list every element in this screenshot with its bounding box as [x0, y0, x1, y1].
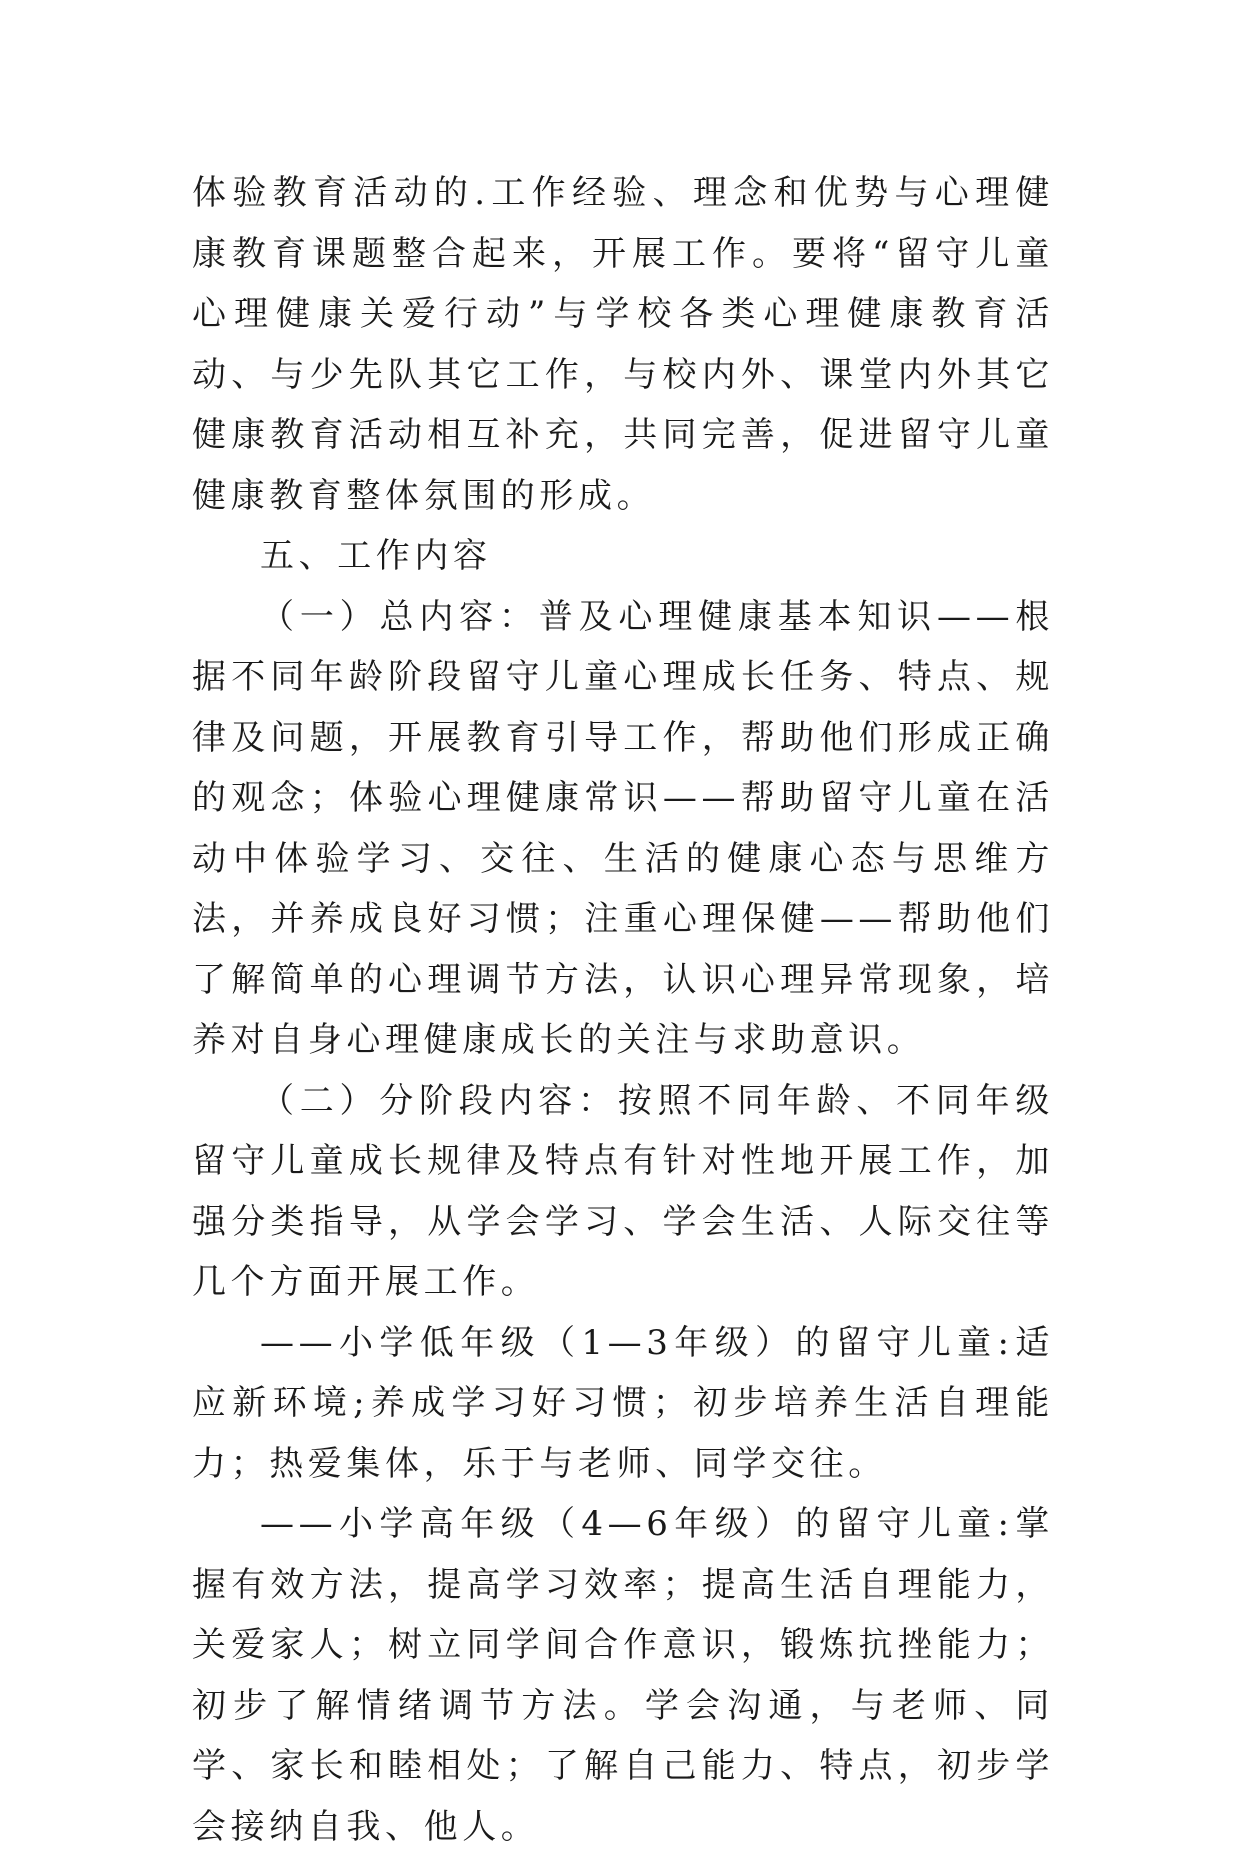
- paragraph-lower-grades: ——小学低年级（1—3年级）的留守儿童:适应新环境;养成学习好习惯；初步培养生活自理能力；热爱集体，乐于与老师、同学交往。: [192, 1322, 1054, 1484]
- paragraph-staged-content: （二）分阶段内容：按照不同年龄、不同年级留守儿童成长规律及特点有针对性地开展工作，加强分类指导，从学会学习、学会生活、人际交往等几个方面开展工作。: [192, 1080, 1054, 1302]
- paragraph-general-content: （一）总内容：普及心理健康基本知识——根据不同年龄阶段留守儿童心理成长任务、特点、规律及问题，开展教育引导工作，帮助他们形成正确的观念；体验心理健康常识——帮助留守儿童在活动中体验学习、交往、生活的健康心态与思维方法，并养成良好习惯；注重心理保健——帮助他们了解简单的心理调节方法，认识心理异常现象，培养对自身心理健康成长的关注与求助意识。: [192, 596, 1054, 1060]
- document-body: [192, 163, 1054, 1857]
- section-heading-work-content: 五、工作内容: [260, 536, 492, 576]
- paragraph-upper-grades: ——小学高年级（4—6年级）的留守儿童:掌握有效方法，提高学习效率；提高生活自理能力，关爱家人；树立同学间合作意识，锻炼抗挫能力；初步了解情绪调节方法。学会沟通，与老师、同学、家长和睦相处；了解自己能力、特点，初步学会接纳自我、他人。: [192, 1504, 1054, 1847]
- paragraph-intro-continuation: 体验教育活动的.工作经验、理念和优势与心理健康教育课题整合起来，开展工作。要将“留守儿童心理健康关爱行动”与学校各类心理健康教育活动、与少先队其它工作，与校内外、课堂内外其它健康教育活动相互补充，共同完善，促进留守儿童健康教育整体氛围的形成。: [192, 173, 1054, 516]
